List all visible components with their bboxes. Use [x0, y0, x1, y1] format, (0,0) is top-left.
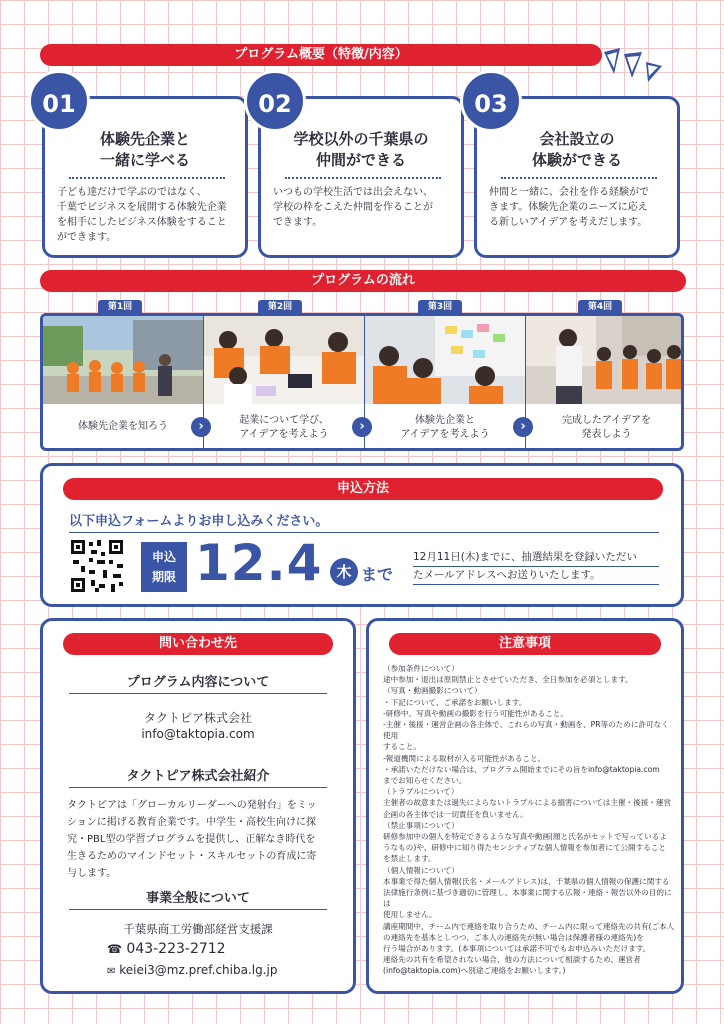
department: 千葉県商工労働部経営支援課 [123, 922, 273, 936]
flow-band: プログラムの流れ [40, 270, 686, 292]
step-label-2: 起業について学び、 アイデアを考えよう [239, 415, 329, 440]
feature-title-1b: 一緒に学べる [99, 151, 190, 169]
mail-row [107, 963, 278, 977]
phone-icon: ☎ [107, 942, 122, 956]
apply-lead: 以下申込フォームよりお申し込みください。 [69, 514, 329, 529]
step-tag-2: 第2回 [258, 300, 302, 314]
step-tag-1: 第1回 [98, 300, 142, 314]
decorative-shapes-icon [598, 44, 666, 84]
step-photo-3 [365, 316, 525, 404]
chevron-right-icon: › [191, 417, 211, 437]
feature-title-2b: 仲間ができる [315, 151, 406, 169]
program-heading: プログラム内容について [126, 675, 270, 690]
feature-title-3b: 体験ができる [531, 151, 622, 169]
phone-number[interactable]: 043-223-2712 [126, 941, 226, 957]
step-tag-4: 第4回 [578, 300, 622, 314]
chevron-right-icon: › [352, 417, 372, 437]
deadline-date: 12.4 [195, 534, 323, 592]
general-heading: 事業全般について [146, 891, 250, 906]
apply-card [40, 463, 684, 607]
intro-body: タクトピアは「グローカルリーダーへの発射台」をミッ ションに掲げる教育企業です。中学生・高校生向けに探 究・PBL型の学習プログラムを提供し、正解なき時代を 生きるためのマインドセット・スキルセットの育成に寄 与します。 [67, 800, 317, 879]
deadline-tag: 申込 期限 [141, 542, 187, 592]
deadline-suffix: まで [361, 565, 394, 584]
step-label-1: 体験先企業を知ろう [78, 421, 168, 432]
company-email[interactable]: info@taktopia.com [141, 727, 255, 741]
feature-body-2: いつもの学校生活では出会えない、 学校の枠をこえた仲間を作ることが できます。 [273, 187, 433, 228]
feature-title-3a: 会社設立の [539, 130, 615, 148]
intro-heading: タクトピア株式会社紹介 [126, 769, 270, 784]
chevron-right-icon: › [513, 417, 533, 437]
mail-address[interactable]: keiei3@mz.pref.chiba.lg.jp [119, 963, 278, 977]
apply-note: 12月11日(木)までに、抽選結果を登録いただい たメールアドレスへお送りいたします。 [413, 551, 637, 581]
step-photo-2 [204, 316, 364, 404]
step-label-3: 体験先企業と アイデアを考えよう [400, 415, 490, 440]
feature-number-2: 02 [244, 70, 306, 132]
overview-band: プログラム概要（特徴/内容） [40, 44, 602, 66]
qr-code-icon[interactable] [69, 538, 125, 594]
step-label-4: 完成したアイデアを 発表しよう [561, 415, 652, 440]
phone-row [107, 941, 226, 957]
notes-body: （参加条件について） 途中参加・退出は原則禁止とさせていただき、全日参加を必須とします。 （写真・動画撮影について） ・下記について、ご承諾をお願いします。 -研修中、写真や動画の撮影を行う可能性があること。 -主催・後援・運営企画の各主体で、これらの写真・動画を、PR等のために許可なく使用 すること。 -報道機関による取材が入る可能性があること。 ・承諾いただけない場合は、プログラム開始までにその旨をinfo@taktopia.com までお知らせください。 （トラブルについて） 主催者の故意または過失によらないトラブルによる損害については主催・後援・運営 企画の各主体では一切責任を負いません。 （禁止事項について） 研修参加中の個人を特定できるような写真や動画(顔と氏名がセットで写っているよ うなもの)や、研修中に知り得たセンシティブな個人情報を参加者にて公開すること を禁止します。 （個人情報について） 本事業で得た個人情報(氏名・メールアドレス)は、千葉県の個人情報の保護に関する 法律施行条例に基づき適切に管理し、本事業に関する広報・連絡・報告以外の目的には 使用しません。 講座期間中、チーム内で連絡を取り合うため、チーム内に限って連絡先の共有(ご本人 の連絡先を基本としつつ、ご本人の連絡先が無い場合は保護者様の連絡先)を 行う場合があります。(本事項については承諾不可でもお申込みいただけます。 連絡先の共有を希望されない場合、他の方法について相談するため、運営者 (info@taktopia.com)へ別途ご連絡をお願いします。) [383, 664, 675, 976]
step-photo-4 [526, 316, 684, 404]
contact-band: 問い合わせ先 [63, 633, 333, 655]
feature-title-1a: 体験先企業と [99, 130, 190, 148]
step-photo-1 [43, 316, 203, 404]
feature-body-3: 仲間と一緒に、会社を作る経験がで きます。体験先企業のニーズに応え る新しいアイデアを考えだします。 [489, 187, 649, 228]
notes-card [366, 618, 684, 994]
step-tag-3: 第3回 [418, 300, 462, 314]
feature-body-1: 子ども達だけで学ぶのではなく、 千葉でビジネスを展開する体験先企業 を相手にしたビジネス体験をすること ができます。 [57, 187, 227, 243]
deadline-weekday: 木 [330, 558, 358, 586]
apply-band: 申込方法 [63, 478, 663, 500]
contact-card [40, 618, 356, 994]
feature-number-1: 01 [28, 70, 90, 132]
mail-icon: ✉ [107, 966, 116, 977]
feature-title-2a: 学校以外の千葉県の [293, 130, 429, 148]
company-name: タクトピア株式会社 [143, 711, 252, 725]
notes-band: 注意事項 [389, 633, 661, 655]
feature-number-3: 03 [460, 70, 522, 132]
